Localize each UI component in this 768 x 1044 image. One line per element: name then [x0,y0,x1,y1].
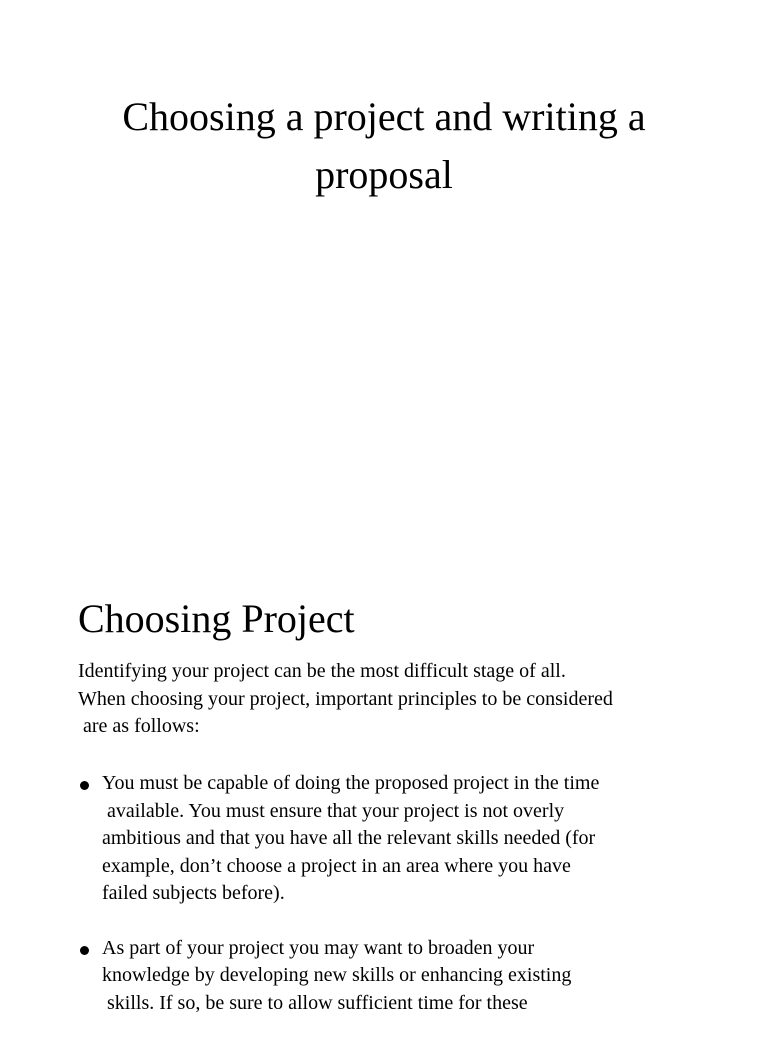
list-item-line: failed subjects before). [102,882,285,904]
slide-title-line-1: Choosing a project and writing a [122,94,646,139]
slide-title-line-2: proposal [315,152,453,197]
intro-line: are as follows: [78,715,200,737]
list-item [78,770,718,908]
list-item-line: ambitious and that you have all the relevant skills needed (for [102,827,596,849]
list-item-line: You must be capable of doing the proposed project in the time [102,772,600,794]
list-item-text [102,770,718,908]
list-item-text [102,935,718,1018]
intro-paragraph [78,658,718,741]
list-item-line: skills. If so, be sure to allow sufficient time for these [102,991,528,1014]
intro-line: When choosing your project, important principles to be considered [78,687,613,710]
list-item [78,935,718,1018]
slide-title [0,88,768,204]
bullet-icon [80,781,89,790]
bullet-icon [80,946,89,955]
section-heading: Choosing Project [78,596,355,641]
list-item-line: available. You must ensure that your project is not overly [102,799,565,822]
principles-list [78,770,718,1044]
list-item-line: example, don’t choose a project in an area where you have [102,854,571,877]
intro-line: Identifying your project can be the most difficult stage of all. [78,660,566,682]
list-item-line: knowledge by developing new skills or enhancing existing [102,964,572,986]
list-item-line: As part of your project you may want to broaden your [102,936,535,959]
